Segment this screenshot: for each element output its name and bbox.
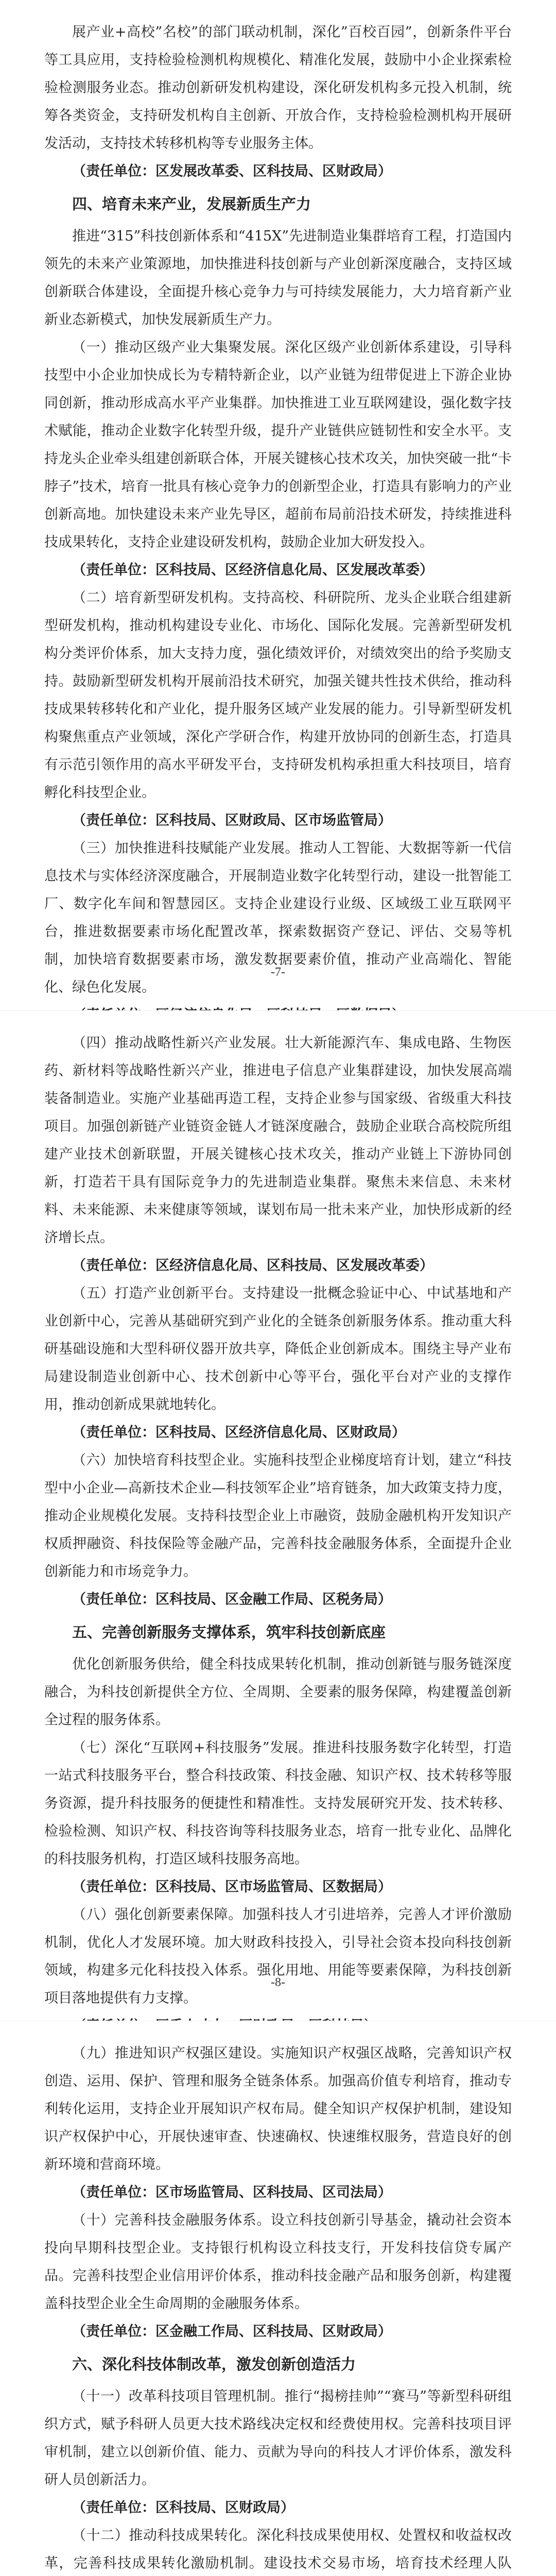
document-page — [0, 2021, 556, 2576]
paragraph: （十二）推动科技成果转化。深化科技成果使用权、处置权和收益权改革，完善科技成果转化激励机制。建设技术交易市场，培育技术经理人队 — [44, 2528, 512, 2571]
paragraph: （三）加快推进科技赋能产业发展。推动人工智能、大数据等新一代信息技术与实体经济深度融合，开展制造业数字化转型行动，建设一批智能工厂、数字化车间和智慧园区。支持企业建设行业级、区域级工业互联网平台，推进数据要素市场化配置改革，探索数据资产登记、评估、交易等机制，加快培育数据要素市场，激发数据要素价值，推动产业高端化、智能化、绿色化发展。 — [44, 840, 512, 995]
paragraph: （二）培育新型研发机构。支持高校、科研院所、龙头企业联合组建新型研发机构，推动机构建设专业化、市场化、国际化发展。完善新型研发机构分类评价体系，加大支持力度，强化绩效评价，对绩效突出的给予奖励支持。鼓励新型研发机构开展前沿技术研究，加强关键共性技术供给，推动科技成果转移转化和产业化，提升服务区域产业发展的能力。引导新型研发机构聚焦重点产业领域，深化产学研合作，构建开放协同的创新生态，打造具有示范引领作用的高水平研发平台，支持研发机构承担重大科技项目，培育孵化科技型企业。 — [44, 590, 512, 801]
paragraph: 推进“315”科技创新体系和“415X”先进制造业集群培育工程，打造国内领先的未来产业策源地，加快推进科技创新与产业创新深度融合，支持区域创新联合体建设，全面提升核心竞争力与可持续发展能力，大力培育新产业新业态新模式，加快发展新质生产力。 — [44, 228, 512, 328]
section-heading: 六、深化科技体制改革，激发创新创造活力 — [72, 2355, 356, 2373]
responsible-units: （责任单位：区发展改革委、区科技局、区财政局） — [72, 163, 392, 179]
responsible-units: （责任单位：区金融工作局、区科技局、区财政局） — [72, 2324, 392, 2340]
paragraph: （五）打造产业创新平台。支持建设一批概念验证中心、中试基地和产业创新中心，完善从基础研究到产业化的全链条创新服务体系。推动重大科研基础设施和大型科研仪器开放共享，降低企业创新成本。围绕主导产业布局建设制造业创新中心、技术创新中心等平台，强化平台对产业的支撑作用，推动创新成果就地转化。 — [44, 1285, 512, 1413]
responsible-units: （责任单位：区科技局、区金融工作局、区税务局） — [72, 1591, 392, 1607]
document-page — [0, 0, 556, 1010]
paragraph: （七）深化“互联网+科技服务”发展。推进科技服务数字化转型，打造一站式科技服务平台，整合科技政策、科技金融、知识产权、技术转移等服务资源，提升科技服务的便捷性和精准性。支持发展研究开发、技术转移、检验检测、知识产权、科技咨询等科技服务业态，培育一批专业化、品牌化的科技服务机构，打造区域科技服务高地。 — [44, 1740, 512, 1867]
page-number: -7- — [271, 965, 285, 979]
paragraph: （四）推动战略性新兴产业发展。壮大新能源汽车、集成电路、生物医药、新材料等战略性新兴产业，推进电子信息产业集群建设，加快发展高端装备制造业。实施产业基础再造工程，支持企业参与国家级、省级重大科技项目。加强创新链产业链资金链人才链深度融合，鼓励企业联合高校院所组建产业技术创新联盟，开展关键核心技术攻关，推动产业链上下游协同创新，打造若干具有国际竞争力的先进制造业集群。聚焦未来信息、未来材料、未来能源、未来健康等领域，谋划布局一批未来产业，加快形成新的经济增长点。 — [44, 1035, 512, 1246]
responsible-units: （责任单位：区科技局、区经济信息化局、区发展改革委） — [72, 562, 433, 578]
section-heading: 五、完善创新服务支撑体系，筑牢科技创新底座 — [72, 1623, 386, 1641]
responsible-units: （责任单位：区科技局、区市场监管局、区数据局） — [72, 1879, 392, 1895]
paragraph: 优化创新服务供给，健全科技成果转化机制，推动创新链与服务链深度融合，为科技创新提供全方位、全周期、全要素的服务保障，构建覆盖创新全过程的服务体系。 — [44, 1656, 512, 1728]
paragraph: （十一）改革科技项目管理机制。推行“揭榜挂帅”“赛马”等新型科研组织方式，赋予科研人员更大技术路线决定权和经费使用权。完善科技项目评审机制，建立以创新价值、能力、贡献为导向的科技人才评价体系，激发科研人员创新活力。 — [44, 2388, 512, 2488]
responsible-units: （责任单位：区科技局、区财政局） — [72, 2500, 294, 2516]
paragraph: （十）完善科技金融服务体系。设立科技创新引导基金，撬动社会资本投向早期科技型企业。支持银行机构设立科技支行，开发科技信贷专属产品。完善科技型企业信用评价体系，推动科技金融产品和服务创新，构建覆盖科技型企业全生命周期的金融服务体系。 — [44, 2212, 512, 2312]
paragraph: （一）推动区级产业大集聚发展。深化区级产业创新体系建设，引导科技型中小企业加快成长为专精特新企业，以产业链为纽带促进上下游企业协同创新，推动形成高水平产业集群。加快推进工业互联网建设，强化数字技术赋能，推动企业数字化转型升级，提升产业链供应链韧性和安全水平。支持龙头企业牵头组建创新联合体，开展关键核心技术攻关，加快突破一批“卡脖子”技术，培育一批具有核心竞争力的创新型企业，打造具有影响力的产业创新高地。加快建设未来产业先导区，超前布局前沿技术研发，持续推进科技成果转化，支持企业建设研发机构，鼓励企业加大研发投入。 — [44, 340, 512, 550]
responsible-units: （责任单位：区经济信息化局、区科技局、区发展改革委） — [72, 1258, 433, 1274]
document-page — [0, 1010, 556, 2021]
paragraph: （八）强化创新要素保障。加强科技人才引进培养，完善人才评价激励机制，优化人才发展环境。加大财政科技投入，引导社会资本投向科技创新领域，构建多元化科技投入体系。强化用地、用能等要素保障，为科技创新项目落地提供有力支撑。 — [44, 1907, 512, 2006]
paragraph: 展产业+高校”名校”的部门联动机制，深化”百校百园”，创新条件平台等工具应用，支持检验检测机构规模化、精准化发展，鼓励中小企业探索检验检测服务业态。推动创新研发机构建设，深化研发机构多元投入机制，统筹各类资金，支持研发机构自主创新、开放合作，支持检验检测机构开展研发活动，支持技术转移机构等专业服务主体。 — [44, 24, 512, 151]
responsible-units: （责任单位：区科技局、区财政局、区市场监管局） — [72, 812, 392, 828]
responsible-units: （责任单位：区科技局、区经济信息化局、区财政局） — [72, 1425, 406, 1440]
responsible-units: （责任单位：区市场监管局、区科技局、区司法局） — [72, 2184, 392, 2200]
paragraph: （六）加快培育科技型企业。实施科技型企业梯度培育计划，建立“科技型中小企业—高新技术企业—科技领军企业”培育链条，加大政策支持力度，推动企业规模化发展。支持科技型企业上市融资，鼓励金融机构开发知识产权质押融资、科技保险等金融产品，完善科技金融服务体系，全面提升企业创新能力和市场竞争力。 — [44, 1452, 512, 1580]
paragraph: （九）推进知识产权强区建设。实施知识产权强区战略，完善知识产权创造、运用、保护、管理和服务全链条体系。加强高价值专利培育，推动专利转化运用，支持企业开展知识产权布局。健全知识产权保护机制，建设知识产权保护中心，开展快速审查、快速确权、快速维权服务，营造良好的创新环境和营商环境。 — [44, 2045, 512, 2173]
page-number: -8- — [271, 1976, 285, 1989]
section-heading: 四、培育未来产业，发展新质生产力 — [72, 195, 311, 213]
